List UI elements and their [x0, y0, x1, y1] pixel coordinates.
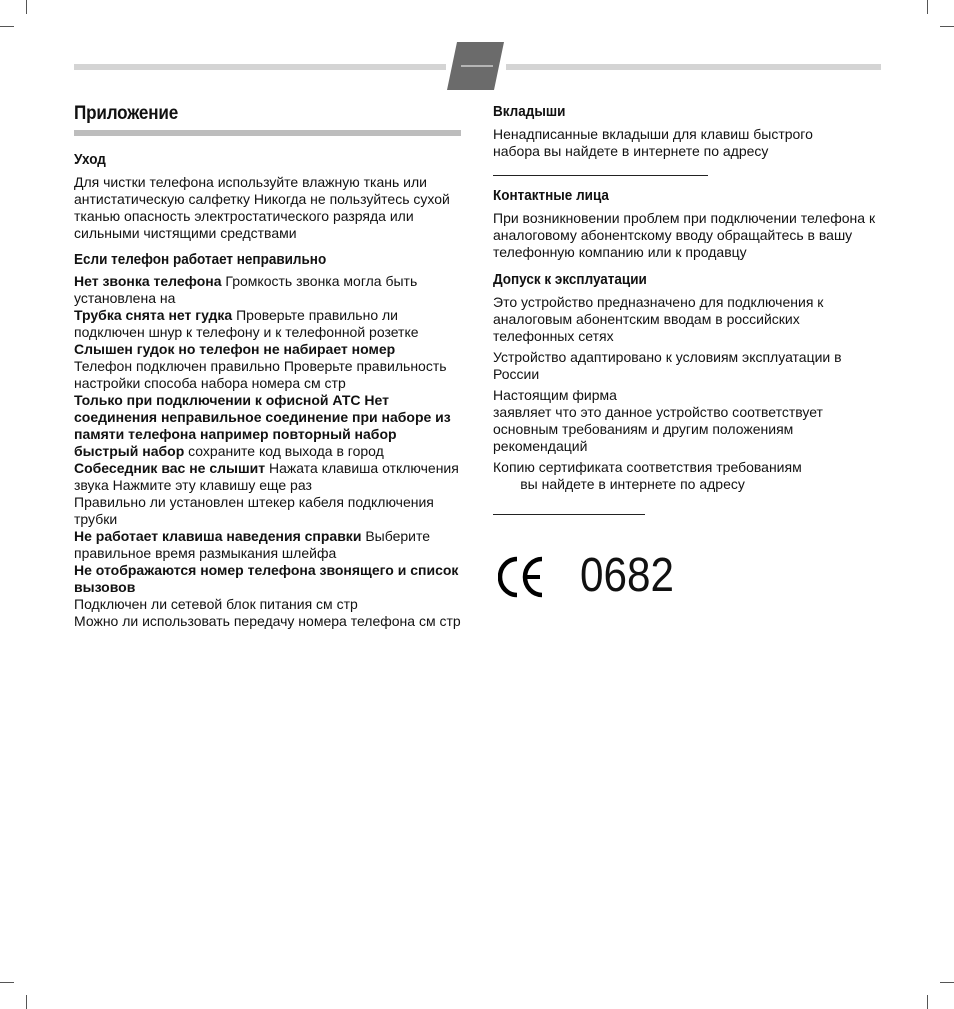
- inserts-heading: Вкладыши: [493, 103, 566, 120]
- trouble-question: Не работает клавиша наведения справки: [74, 528, 362, 544]
- trouble-question: Только при подключении к офисной АТС Нет соединения неправильное соединение при наборе из памяти телефона например повторный набор быстрый набор: [74, 392, 451, 459]
- trouble-item: [74, 562, 464, 596]
- trouble-item: [74, 494, 464, 528]
- trouble-item: [74, 273, 464, 307]
- trouble-heading: Если телефон работает неправильно: [74, 251, 327, 268]
- crop-mark: [927, 995, 928, 1009]
- ce-number: 0682: [580, 549, 674, 602]
- trouble-answer: Нажата клавиша отключения звука Нажмите эту клавишу еще раз: [74, 460, 459, 493]
- inserts-text: Ненадписанные вкладыши для клавиш быстрого набора вы найдете в интернете по адресу: [493, 126, 813, 159]
- crop-mark: [0, 26, 14, 27]
- trouble-question: Не отображаются номер телефона звонящего и список вызовов: [74, 562, 459, 595]
- care-heading: Уход: [74, 151, 106, 168]
- trouble-answer: Телефон подключен правильно Проверьте правильность настройки способа набора номера см стр: [74, 358, 447, 391]
- page-title: Приложение: [74, 103, 179, 124]
- trouble-question: Слышен гудок но телефон не набирает номер: [74, 341, 396, 357]
- trouble-item: [74, 460, 464, 494]
- contacts-heading: Контактные лица: [493, 187, 609, 204]
- approval-text: Это устройство предназначено для подключения к аналоговым абонентским вводам в российских телефонных сетях: [493, 294, 824, 344]
- approval-heading: Допуск к эксплуатации: [493, 271, 647, 288]
- crop-mark: [0, 982, 14, 983]
- contacts-text: При возникновении проблем при подключении телефона к аналоговому абонентскому вводу обращайтесь в вашу телефонную компанию или к продавцу: [493, 210, 876, 260]
- care-text: Для чистки телефона используйте влажную ткань или антистатическую салфетку Никогда не пользуйтесь сухой тканью опасность электростатического разряда или сильными чистящими средствами: [74, 174, 450, 241]
- trouble-answer: Подключен ли сетевой блок питания см стр: [74, 596, 358, 612]
- trouble-item: [74, 613, 464, 630]
- crop-mark: [26, 995, 27, 1009]
- trouble-item: [74, 341, 464, 358]
- trouble-item: [74, 596, 464, 613]
- left-column: [74, 100, 464, 630]
- page-tab: [447, 42, 504, 90]
- trouble-item: [74, 392, 464, 460]
- trouble-item: [74, 528, 464, 562]
- crop-mark: [940, 982, 954, 983]
- trouble-answer: Громкость звонка могла быть установлена на: [74, 273, 418, 306]
- approval-text: вы найдете в интернете по адресу: [493, 476, 745, 492]
- trouble-question: Собеседник вас не слышит: [74, 460, 266, 476]
- header-bar-right: [506, 64, 881, 70]
- trouble-question: Трубка снята нет гудка: [74, 307, 233, 323]
- crop-mark: [927, 0, 928, 14]
- trouble-item: [74, 358, 464, 392]
- crop-mark: [940, 26, 954, 27]
- trouble-answer: Выберите правильное время размыкания шлейфа: [74, 528, 431, 561]
- trouble-answer: сохраните код выхода в город: [184, 443, 384, 459]
- ce-mark: [498, 549, 678, 604]
- header-bar-left: [74, 64, 446, 70]
- trouble-answer: Можно ли использовать передачу номера телефона см стр: [74, 613, 461, 629]
- trouble-answer: Правильно ли установлен штекер кабеля подключения трубки: [74, 494, 434, 527]
- approval-text: Устройство адаптировано к условиям эксплуатации в России: [493, 349, 842, 382]
- approval-text: Копию сертификата соответствия требованиям: [493, 459, 802, 475]
- trouble-item: [74, 307, 464, 341]
- approval-text: заявляет что это данное устройство соответствует основным требованиям и другим положениям рекомендаций: [493, 404, 823, 454]
- divider: [493, 514, 645, 515]
- trouble-question: Нет звонка телефона: [74, 273, 222, 289]
- right-column: [493, 102, 883, 515]
- trouble-answer: Проверьте правильно ли подключен шнур к телефону и к телефонной розетке: [74, 307, 419, 340]
- approval-text: Настоящим фирма: [493, 387, 617, 403]
- crop-mark: [26, 0, 27, 14]
